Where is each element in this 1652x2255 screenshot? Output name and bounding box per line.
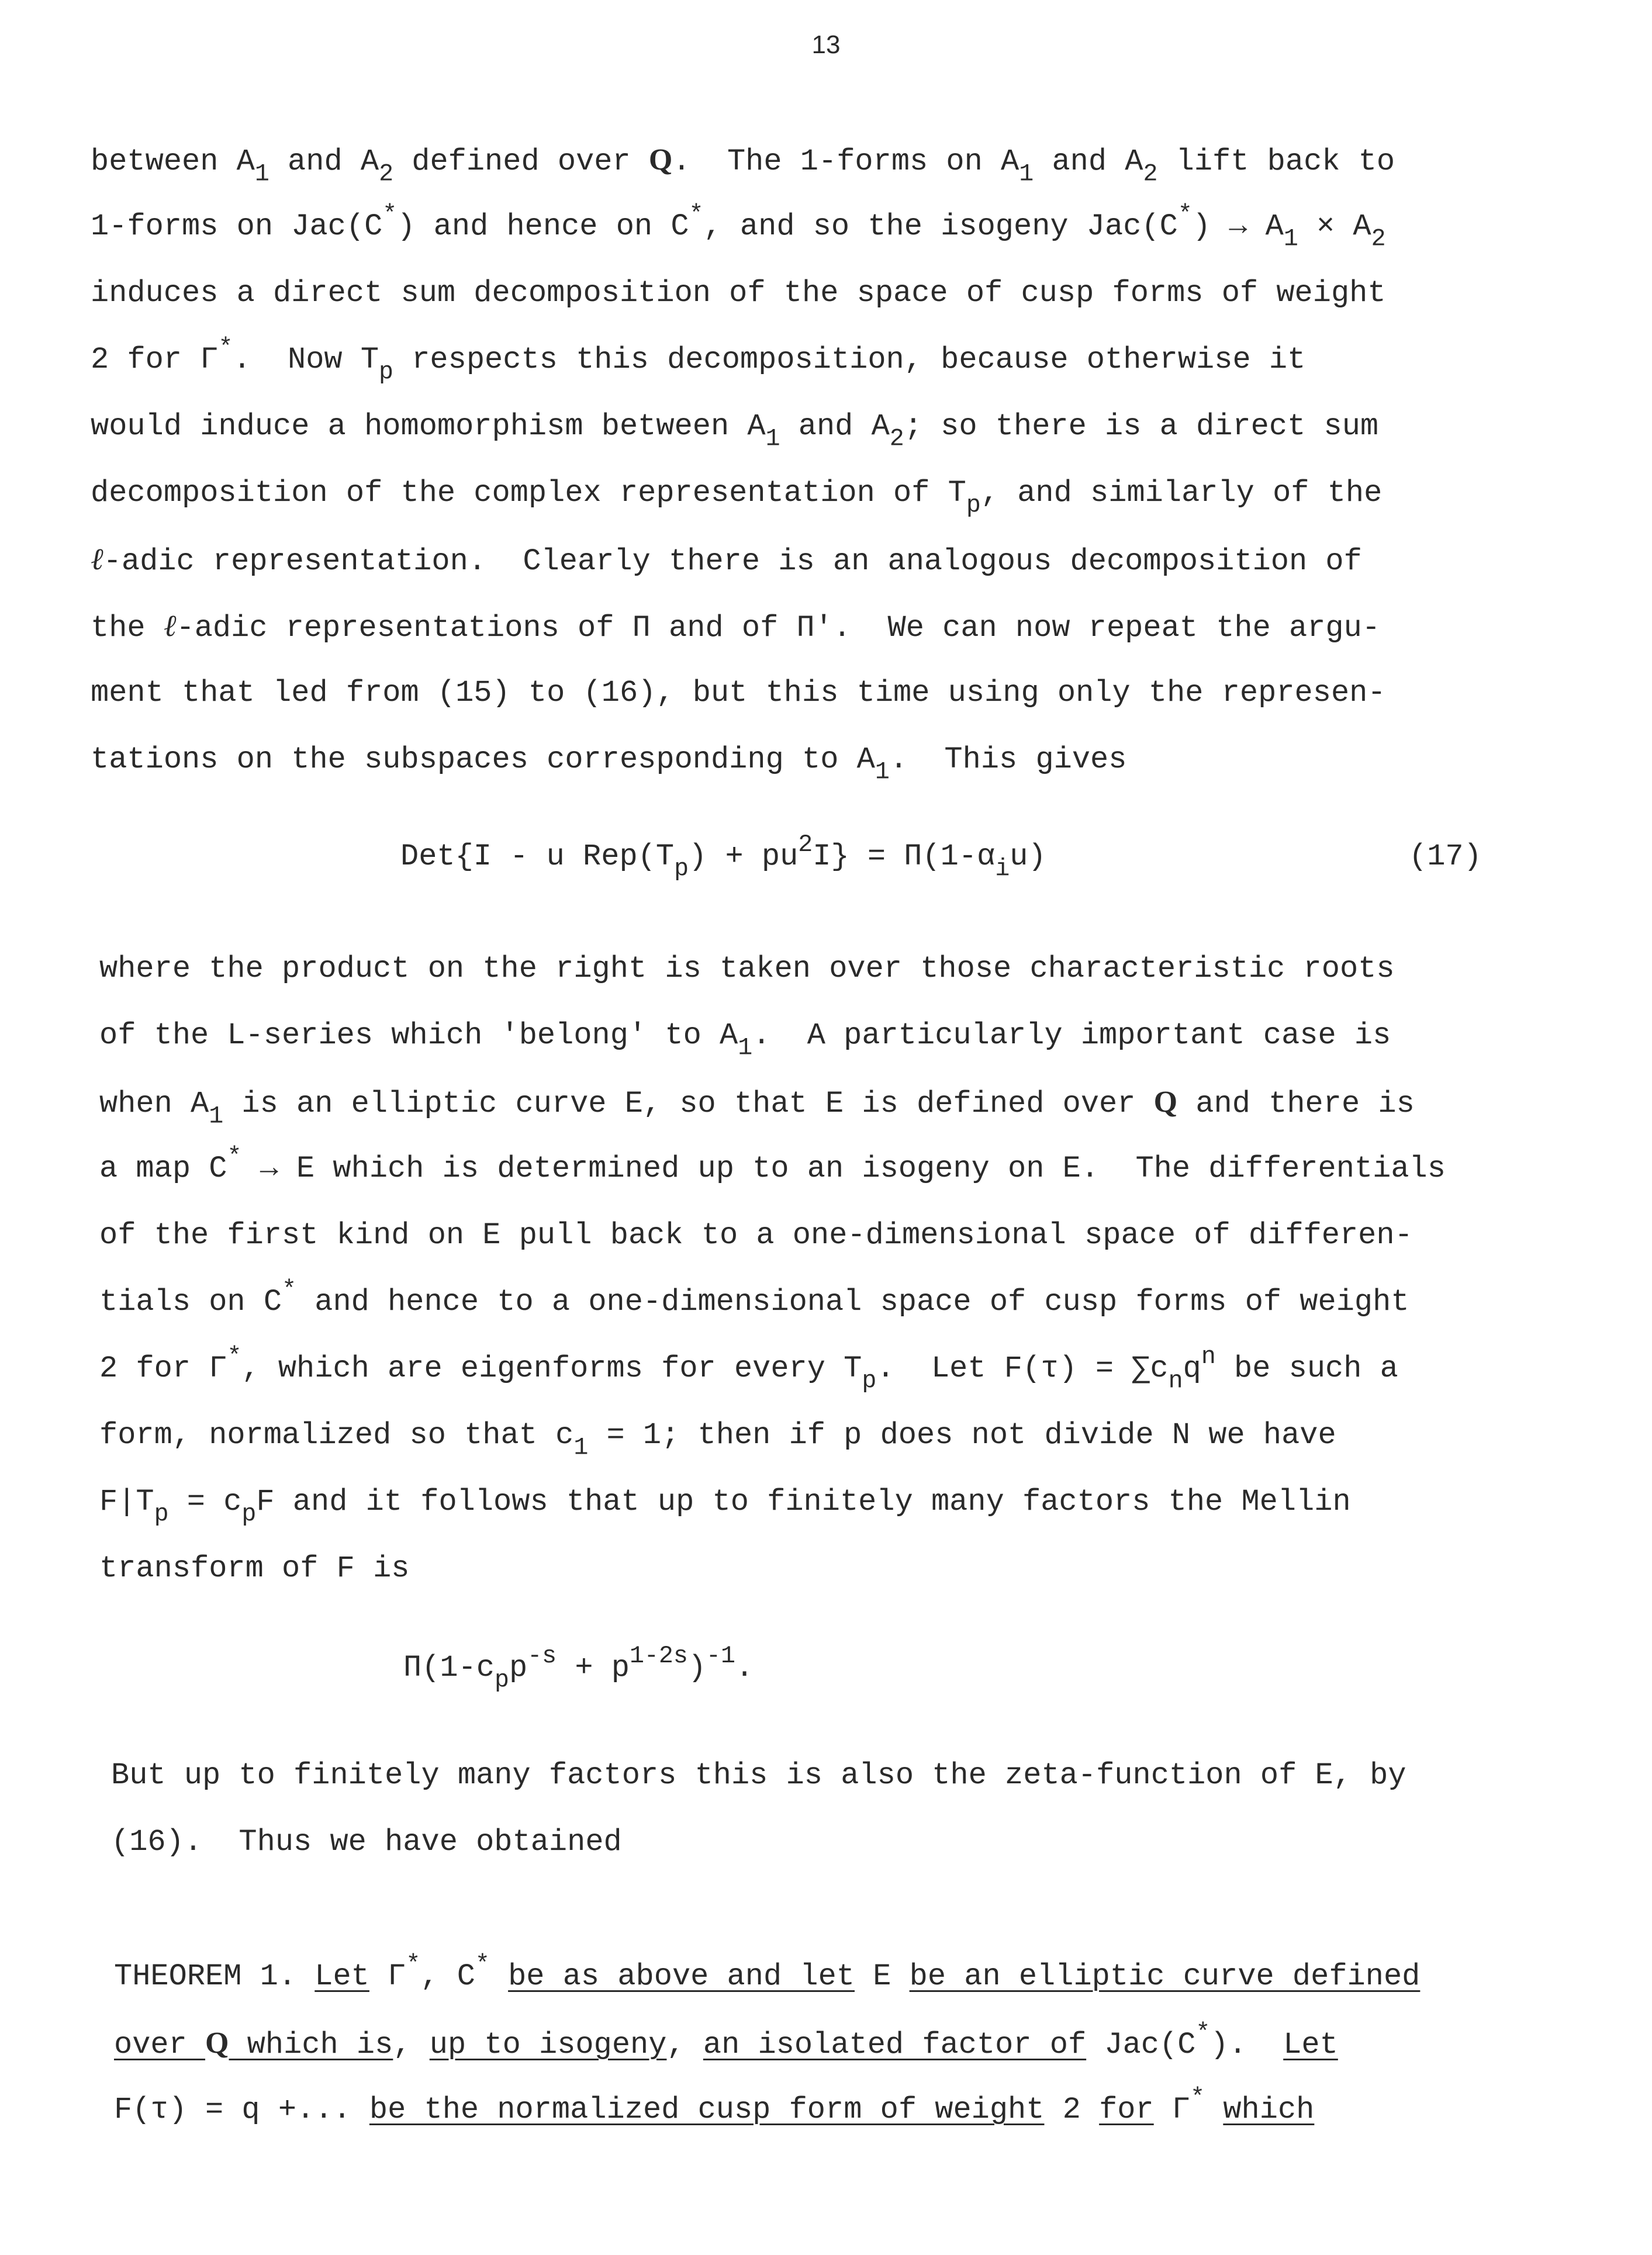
text-line: ℓ-adic representation. Clearly there is an analogous decomposition of [91, 543, 1362, 579]
text-line: between $A_1$ and $A_2$ defined over Q. The 1-forms on $A_1$ and $A_2$ lift back to [91, 143, 1395, 188]
equation-number: (17) [1409, 839, 1482, 874]
text-line: 1-forms on Jac(C*) and hence on C*, and so the isogeny $Jac(C^*) \to A_1 \times A_2$ [91, 201, 1386, 253]
text-line: tations on the subspaces corresponding to $A_1$. This gives [91, 742, 1127, 786]
text-line: tials on C* and hence to a one-dimensional space of cusp forms of weight [99, 1277, 1409, 1319]
theorem-line: F(τ) = q +... be the normalized cusp form of weight 2 for Γ* which [114, 2084, 1315, 2127]
text-line: (16). Thus we have obtained [111, 1825, 622, 1859]
text-line: where the product on the right is taken over those characteristic roots [99, 952, 1395, 986]
text-line: But up to finitely many factors this is also the zeta-function of E, by [111, 1758, 1406, 1793]
text-line: induces a direct sum decomposition of the space of cusp forms of weight [91, 276, 1386, 310]
text-line: a map C* → E which is determined up to an isogeny on E. The differentials [99, 1143, 1446, 1186]
page-number: 13 [811, 30, 841, 59]
theorem-line: THEOREM 1. Let Γ*, C* be as above and let E be an elliptic curve defined [114, 1951, 1421, 1994]
equation-17: Det{I - u $Rep(T_p) + pu^2I\} = \Pi(1-\alpha_iu)$ [400, 831, 1046, 883]
text-line: of the first kind on E pull back to a one-dimensional space of differen- [99, 1218, 1413, 1253]
text-line: form, normalized so that $c_1 = 1$; then if p does not divide N we have [99, 1418, 1336, 1462]
text-line: of the L-series which 'belong' to $A_1$. A particularly important case is [99, 1018, 1391, 1062]
text-line: $F|T_p = c_pF$ and it follows that up to finitely many factors the Mellin [99, 1485, 1351, 1528]
theorem-line: over Q which is, up to isogeny, an isolated factor of Jac(C*). Let [114, 2019, 1338, 2062]
text-line: 2 for Γ*. Now $T_p$ respects this decomposition, because otherwise it [91, 334, 1306, 386]
text-line: would induce a homomorphism between $A_1$ and $A_2$; so there is a direct sum [91, 409, 1379, 453]
text-line: the ℓ-adic representations of Π and of Π'. We can now repeat the argu- [91, 610, 1381, 645]
text-line: ment that led from (15) to (16), but this time using only the represen- [91, 676, 1386, 710]
text-line: 2 for Γ*, which are eigenforms for every $T_p$. Let $F(\tau) = \sum c_nq^n$ be such a [99, 1343, 1398, 1395]
product-formula: $\Pi(1-c_pp^{-s} + p^{1-2s})^{-1}$. [403, 1642, 754, 1694]
text-line: when $A_1$ is an elliptic curve E, so that E is defined over Q and there is [99, 1085, 1415, 1130]
text-line: decomposition of the complex representation of $T_p$, and similarly of the [91, 476, 1383, 520]
text-line: transform of F is [99, 1551, 410, 1586]
